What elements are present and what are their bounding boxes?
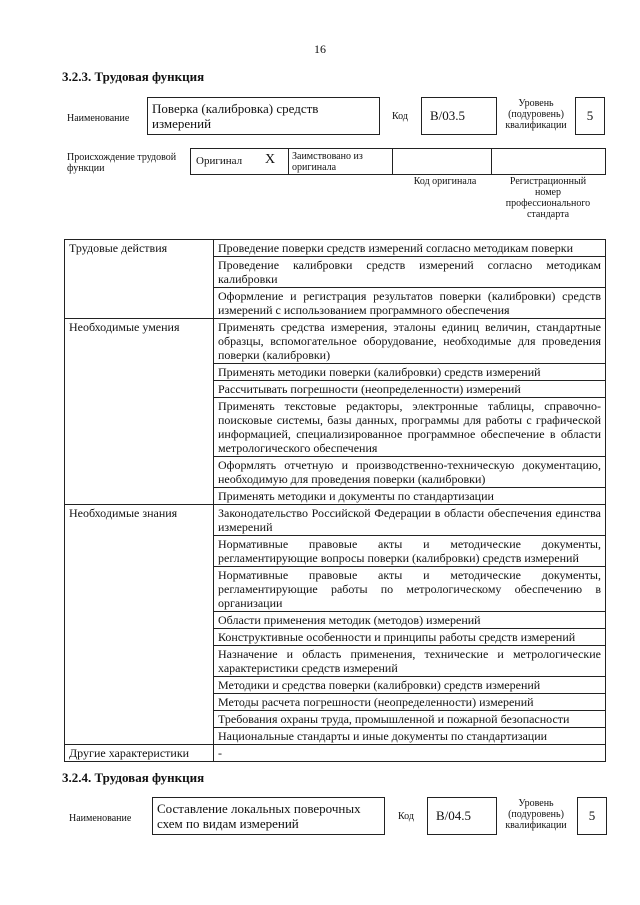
level-label: Уровень (подуровень) квалификации [505,798,567,831]
item-cell: Оформлять отчетную и производственно-техническую документацию, необходимую для проведения поверки (калибровки) [214,457,606,488]
item-cell: Нормативные правовые акты и методические документы, регламентирующие работы по метрологическому обеспечению в организации [214,567,606,612]
function-name-box: Поверка (калибровка) средств измерений [147,97,380,135]
level-value: 5 [575,97,605,135]
item-cell: Рассчитывать погрешности (неопределенности) измерений [214,381,606,398]
code-value: B/03.5 [421,97,497,135]
reg-number-label: Регистрационный номер профессионального стандарта [505,176,591,220]
original-mark: X [265,152,276,167]
table-row [65,505,606,536]
section-title: 3.2.3. Трудовая функция [62,69,205,84]
item-cell: - [214,745,606,762]
origin-label: Происхождение трудовой функции [67,152,177,174]
item-cell: Проведение калибровки средств измерений согласно методикам калибровки [214,257,606,288]
category-cell: Трудовые действия [65,240,214,319]
divider [288,148,289,175]
code-label: Код [392,111,408,122]
level-label: Уровень (подуровень) квалификации [505,98,567,131]
level-value: 5 [577,797,607,835]
code-value: B/04.5 [427,797,497,835]
table-row [65,319,606,364]
item-cell: Применять текстовые редакторы, электронные таблицы, справочно-поисковые системы, базы данных, программы для работы с графической информацией, специализированное программное обеспечение в области метрологического обеспечения [214,398,606,457]
borrowed-label: Заимствовано из оригинала [292,151,363,173]
original-label: Оригинал [196,155,243,167]
table-row [65,745,606,762]
code-label: Код [398,811,414,822]
item-cell: Применять методики и документы по стандартизации [214,488,606,505]
category-cell: Необходимые умения [65,319,214,505]
divider [491,148,492,175]
code-original-label: Код оригинала [413,176,477,187]
item-cell: Области применения методик (методов) измерений [214,612,606,629]
item-cell: Оформление и регистрация результатов поверки (калибровки) средств измерений с использованием программного обеспечения [214,288,606,319]
name-label: Наименование [67,113,130,124]
divider [392,148,393,175]
item-cell: Проведение поверки средств измерений согласно методикам поверки [214,240,606,257]
origin-box [190,148,606,175]
item-cell: Применять средства измерения, эталоны единиц величин, стандартные образцы, вспомогательное оборудование, необходимые для проведения поверки (калибровки) [214,319,606,364]
function-details-table [64,239,606,762]
name-label: Наименование [69,813,132,824]
item-cell: Конструктивные особенности и принципы работы средств измерений [214,629,606,646]
item-cell: Требования охраны труда, промышленной и пожарной безопасности [214,711,606,728]
category-cell: Необходимые знания [65,505,214,745]
table-row [65,240,606,257]
page-number: 16 [314,42,326,56]
section-title: 3.2.4. Трудовая функция [62,770,205,785]
item-cell: Методы расчета погрешности (неопределенности) измерений [214,694,606,711]
item-cell: Применять методики поверки (калибровки) средств измерений [214,364,606,381]
item-cell: Национальные стандарты и иные документы по стандартизации [214,728,606,745]
function-name-box: Составление локальных поверочных схем по видам измерений [152,797,385,835]
item-cell: Назначение и область применения, технические и метрологические характеристики средств измерений [214,646,606,677]
item-cell: Методики и средства поверки (калибровки) средств измерений [214,677,606,694]
item-cell: Нормативные правовые акты и методические документы, регламентирующие вопросы поверки (калибровки) средств измерений [214,536,606,567]
item-cell: Законодательство Российской Федерации в области обеспечения единства измерений [214,505,606,536]
category-cell: Другие характеристики [65,745,214,762]
